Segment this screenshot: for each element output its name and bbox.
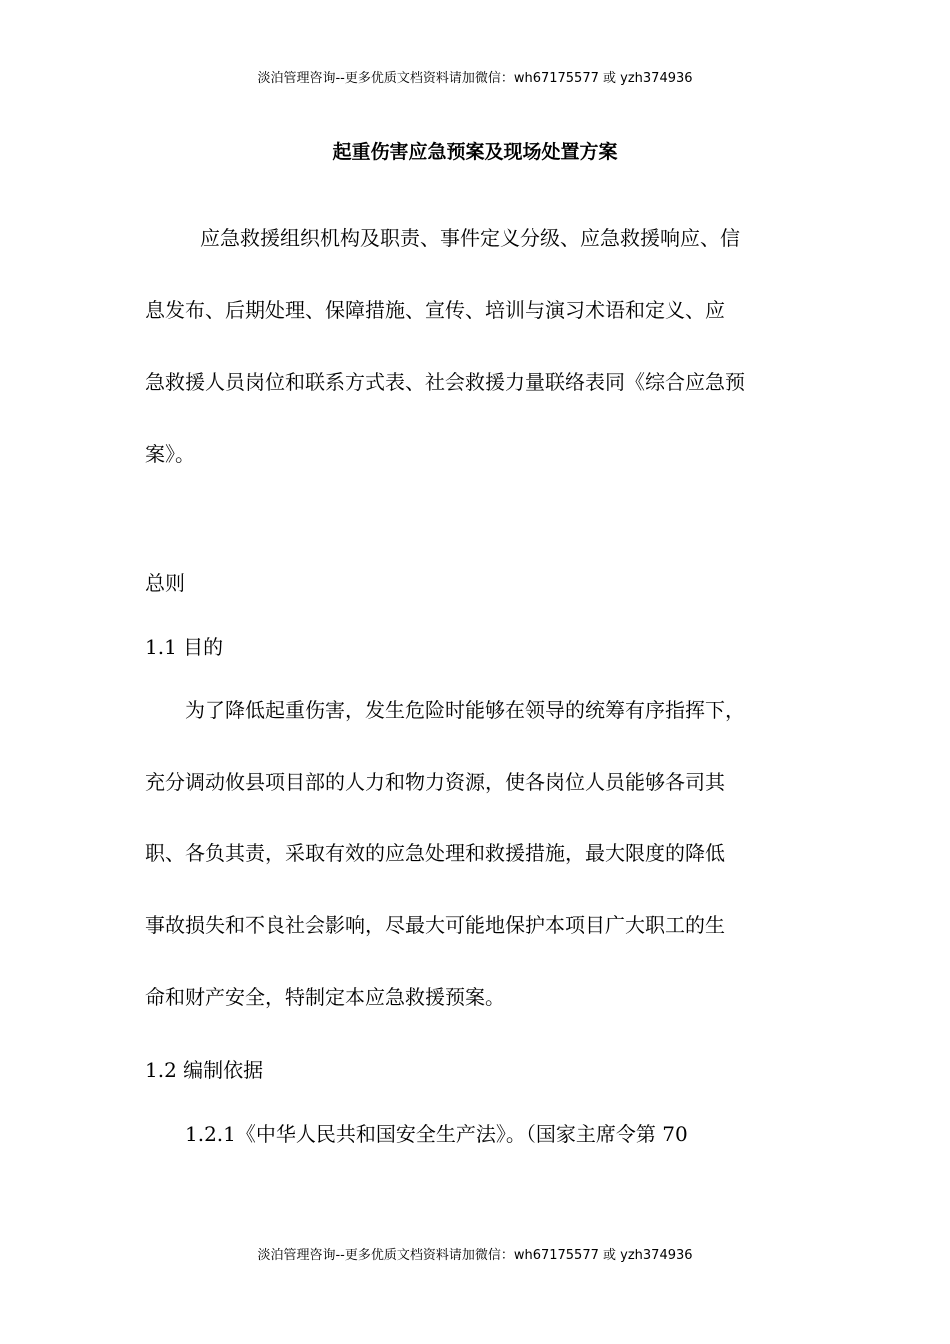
document-title: 起重伤害应急预案及现场处置方案 xyxy=(332,141,618,163)
intro-line-1: 应急救援组织机构及职责、事件定义分级、应急救援响应、信 xyxy=(200,226,740,250)
purpose-line-4: 事故损失和不良社会影响，尽最大可能地保护本项目广大职工的生 xyxy=(145,913,725,937)
purpose-line-2: 充分调动攸县项目部的人力和物力资源，使各岗位人员能够各司其 xyxy=(145,770,725,794)
section-heading-general: 总则 xyxy=(145,571,185,595)
purpose-line-3: 职、各负其责，采取有效的应急处理和救援措施，最大限度的降低 xyxy=(145,841,725,865)
purpose-line-1: 为了降低起重伤害，发生危险时能够在领导的统筹有序指挥下， xyxy=(185,698,745,722)
intro-line-3: 急救援人员岗位和联系方式表、社会救援力量联络表同《综合应急预 xyxy=(145,370,745,394)
heading-1-2-basis: 1.2 编制依据 xyxy=(145,1058,264,1082)
intro-line-2: 息发布、后期处理、保障措施、宣传、培训与演习术语和定义、应 xyxy=(145,298,725,322)
page-footer: 淡泊管理咨询--更多优质文档资料请加微信：wh67175577 或 yzh374936 xyxy=(257,1248,693,1263)
page-header: 淡泊管理咨询--更多优质文档资料请加微信：wh67175577 或 yzh374936 xyxy=(257,71,693,86)
purpose-line-5: 命和财产安全，特制定本应急救援预案。 xyxy=(145,985,505,1009)
intro-line-4: 案》。 xyxy=(145,442,195,466)
basis-item-1-2-1: 1.2.1《中华人民共和国安全生产法》。（国家主席令第 70 xyxy=(185,1122,688,1146)
heading-1-1-purpose: 1.1 目的 xyxy=(145,635,224,659)
